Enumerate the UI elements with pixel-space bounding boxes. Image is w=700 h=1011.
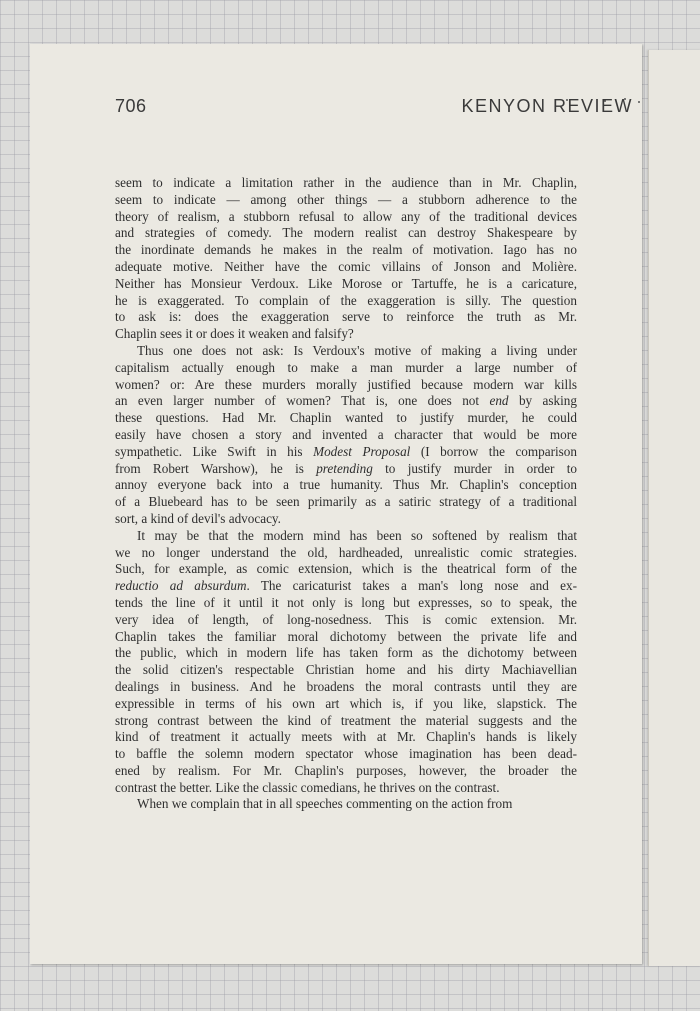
article-body (115, 175, 577, 813)
text-line: Neither has Monsieur Verdoux. Like Morose or Tartuffe, he is a caricature, (115, 275, 577, 291)
text-line: dealings in business. And he broadens the moral contrasts until they are (115, 678, 577, 694)
text-line: of a Bluebeard has to be seen primarily as a satiric strategy of a traditional (115, 494, 577, 510)
text-line: these questions. Had Mr. Chaplin wanted to justify murder, he could (115, 410, 577, 426)
text-line: women? or: Are these murders morally justified because modern war kills (115, 376, 577, 392)
text-line: we no longer understand the old, hardheaded, unrealistic comic strategies. (115, 544, 577, 560)
text-line: and strategies of comedy. The modern realist can destroy Shakespeare by (115, 225, 577, 241)
text-line: from Robert Warshow), he is pretending to justify murder in order to (115, 460, 577, 476)
text-line: to ask is: does the exaggeration serve to reinforce the truth as Mr. (115, 309, 577, 325)
page-header (115, 96, 633, 126)
text-line: Chaplin takes the familiar moral dichotomy between the private life and (115, 628, 577, 644)
text-line: Such, for example, as comic extension, which is the theatrical form of the (115, 561, 577, 577)
text-line: theory of realism, a stubborn refusal to allow any of the traditional devices (115, 208, 577, 224)
text-line: the solid citizen's respectable Christian home and his dirty Machiavellian (115, 662, 577, 678)
text-line: sympathetic. Like Swift in his Modest Proposal (I borrow the comparison (115, 443, 577, 459)
text-line: Chaplin sees it or does it weaken and falsify? (115, 326, 354, 342)
text-line: seem to indicate a limitation rather in the audience than in Mr. Chaplin, (115, 175, 577, 190)
text-line: ened by realism. For Mr. Chaplin's purposes, however, the broader the (115, 762, 577, 778)
text-line: to baffle the solemn modern spectator whose imagination has been dead- (115, 746, 577, 762)
text-line: kind of treatment it actually meets with at Mr. Chaplin's hands is likely (115, 729, 577, 745)
text-line: reductio ad absurdum. The caricaturist takes a man's long nose and ex- (115, 578, 577, 594)
text-line: adequate motive. Neither have the comic villains of Jonson and Molière. (115, 258, 577, 274)
text-line: contrast the better. Like the classic comedians, he thrives on the contrast. (115, 779, 500, 795)
text-line: annoy everyone back into a true humanity. Thus Mr. Chaplin's conception (115, 477, 577, 493)
text-line: easily have chosen a story and invented a character that would be more (115, 426, 577, 442)
text-line: seem to indicate — among other things — a stubborn adherence to the (115, 191, 577, 207)
text-line: very idea of length, of long-nosedness. This is comic extension. Mr. (115, 611, 577, 627)
text-line: the inordinate demands he makes in the realm of motivation. Iago has no (115, 242, 577, 258)
text-line: tends the line of it until it not only is long but expresses, so to speak, the (115, 594, 577, 610)
text-line: expressible in terms of his own art which is, if you like, slapstick. The (115, 695, 577, 711)
page-number: 706 (115, 96, 147, 116)
text-line: Thus one does not ask: Is Verdoux's motive of making a living under (137, 342, 577, 358)
facing-page-edge (648, 50, 700, 966)
text-line: strong contrast between the kind of treatment the material suggests and the (115, 712, 577, 728)
text-line: an even larger number of women? That is, one does not end by asking (115, 393, 577, 409)
text-line: It may be that the modern mind has been so softened by realism that (137, 527, 577, 543)
text-line: When we complain that in all speeches commenting on the action from (137, 796, 513, 812)
text-line: he is exaggerated. To complain of the exaggeration is silly. The question (115, 292, 577, 308)
text-line: the public, which in modern life has taken form as the dichotomy between (115, 645, 577, 661)
text-line: capitalism actually enough to make a man murder a large number of (115, 359, 577, 375)
text-line: sort, a kind of devil's advocacy. (115, 510, 281, 526)
running-head: KENYON REVIEW (461, 96, 633, 116)
